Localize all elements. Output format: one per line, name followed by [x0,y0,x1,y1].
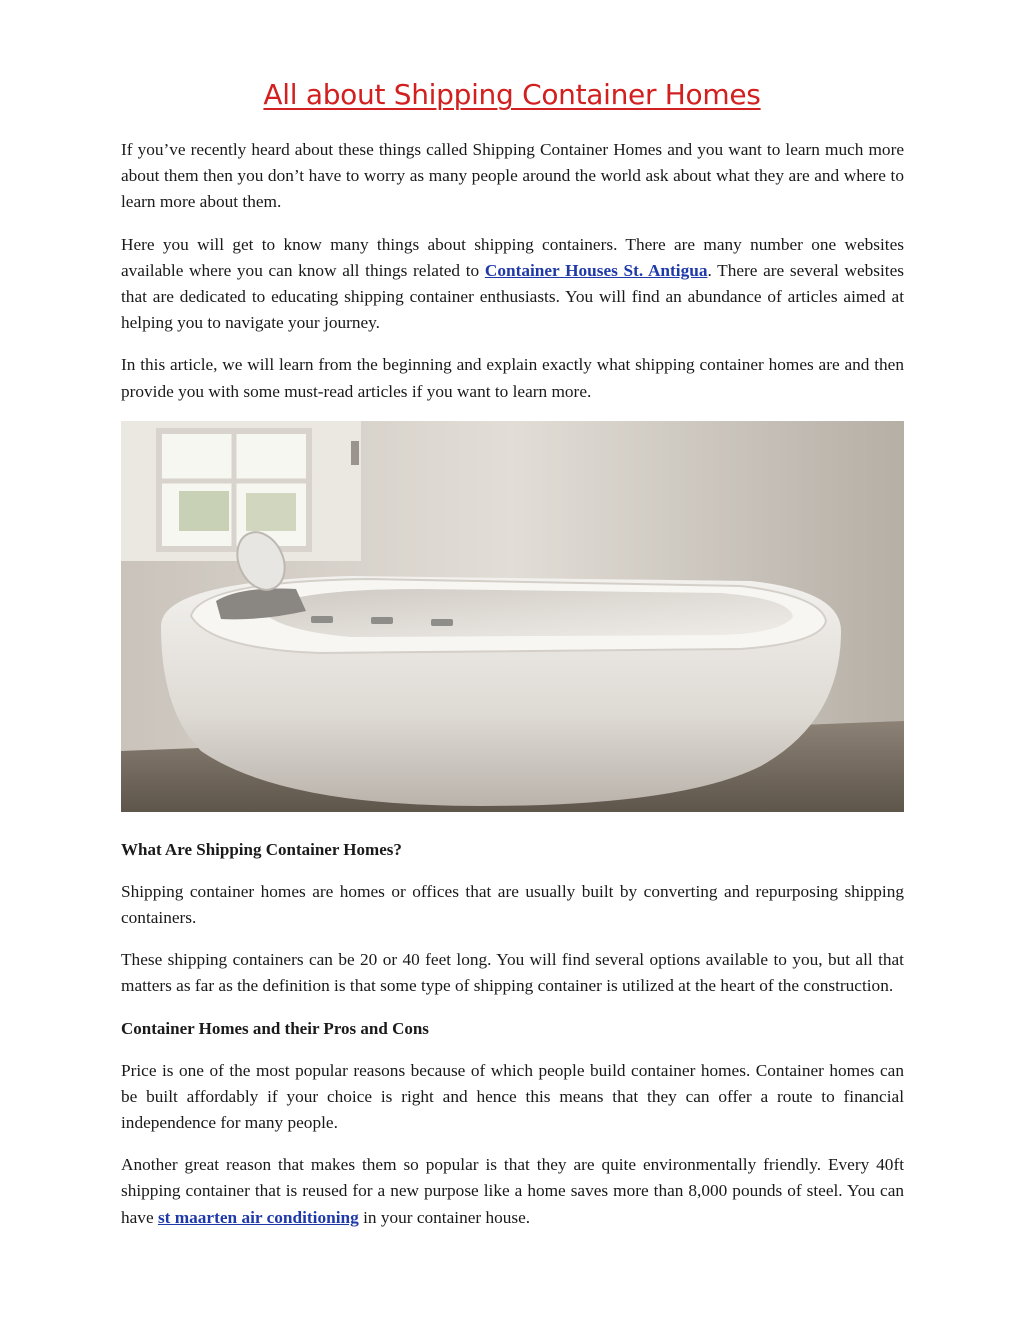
paragraph-price: Price is one of the most popular reasons because of which people build container homes. Container homes can be built affordably if your choice is right and hence this means that they can offer a route to financial independence for many people. [121,1060,904,1133]
air-conditioning-link[interactable]: st maarten air conditioning [157,1207,359,1227]
section-heading-pros-cons: Container Homes and their Pros and Cons [121,1018,429,1038]
paragraph-definition: Shipping container homes are homes or offices that are usually built by converting and repurposing shipping containers. [121,881,904,928]
section-heading-what-are: What Are Shipping Container Homes? [121,839,402,859]
paragraph-environment [121,1152,904,1231]
paragraph-text: Here you will get to know many things about shipping containers. There are many number one websites available where you can know all things related to [121,234,904,280]
paragraph-text: . There are several websites that are dedicated to educating shipping container enthusiasts. You will find an abundance of articles aimed at helping you to navigate your journey. [121,260,904,333]
paragraph-websites [121,232,904,337]
bathtub-image [121,421,904,812]
paragraph-intro: If you’ve recently heard about these things called Shipping Container Homes and you want to learn much more about them then you don’t have to worry as many people around the world ask about what they are and where to learn more about them. [121,140,904,212]
paragraph-article-intro: In this article, we will learn from the beginning and explain exactly what shipping container homes are and then provide you with some must-read articles if you want to learn more. [121,355,904,401]
bathtub-photo [121,421,904,812]
page-title: All about Shipping Container Homes [263,78,761,111]
container-houses-link[interactable]: Container Houses St. Antigua [484,260,708,280]
paragraph-text: in your container house. [358,1207,531,1227]
paragraph-text: Another great reason that makes them so popular is that they are quite environmentally friendly. Every 40ft shipping container that is reused for a new purpose like a home saves more than 8,000 pounds of steel. You can have [121,1155,904,1227]
paragraph-sizes: These shipping containers can be 20 or 40 feet long. You will find several options available to you, but all that matters as far as the definition is that some type of shipping container is utilized at the heart of the construction. [121,950,904,996]
article-body [121,137,904,1247]
